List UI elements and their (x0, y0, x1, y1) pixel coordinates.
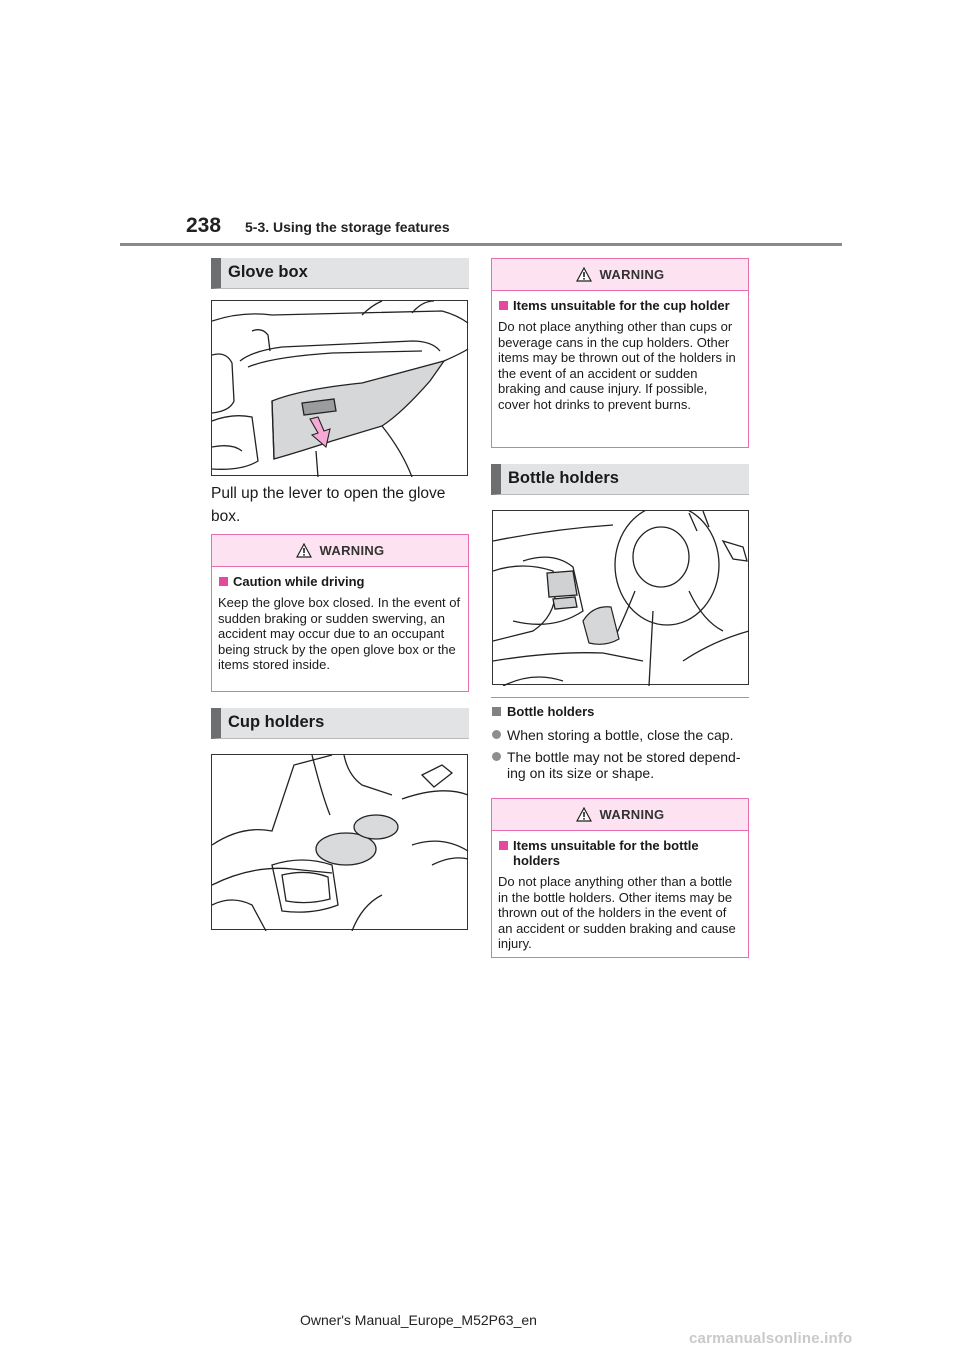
section-title: 5-3. Using the storage features (245, 219, 450, 235)
warning-triangle-icon (576, 807, 592, 822)
pink-square-icon (219, 577, 228, 586)
watermark: carmanualsonline.info (689, 1330, 853, 1347)
glove-box-warning (211, 534, 469, 692)
cup-holder-warning (491, 258, 749, 448)
glove-box-caption: Pull up the lever to open the glove box. (211, 485, 446, 525)
bullet-item: The bottle may not be stored depend-ing on its size or shape. (491, 749, 749, 781)
warning-subtitle: Items unsuitable for the cup holder (498, 298, 742, 313)
header-rule (120, 243, 842, 246)
warning-header (212, 535, 468, 567)
cup-holders-illustration (212, 755, 469, 931)
bottle-notes-title: Bottle holders (491, 704, 594, 719)
notes-divider (491, 697, 749, 698)
warning-header (492, 259, 748, 291)
bottle-holders-figure (492, 510, 749, 685)
warning-triangle-icon (296, 543, 312, 558)
warning-text: Do not place anything other than a bottle in the bottle holders. Other items may be thrown out of the holders in the event of an accident or sudden braking and cause injury. (498, 874, 736, 951)
bottle-holders-heading: Bottle holders (491, 464, 749, 495)
warning-header (492, 799, 748, 831)
warning-label: WARNING (599, 807, 665, 822)
cup-holders-heading: Cup holders (211, 708, 469, 739)
pink-square-icon (499, 301, 508, 310)
bullet-item: When storing a bottle, close the cap. (491, 727, 749, 743)
warning-label: WARNING (599, 267, 665, 282)
warning-subtitle: Caution while driving (218, 574, 462, 589)
cup-holders-figure (211, 754, 468, 930)
pink-square-icon (499, 841, 508, 850)
footer-manual-id: Owner's Manual_Europe_M52P63_en (300, 1312, 537, 1328)
page-number: 238 (186, 214, 222, 237)
glove-box-figure (211, 300, 468, 476)
bullet-dot-icon (492, 730, 501, 739)
warning-subtitle: Items unsuitable for the bottle holders (498, 838, 742, 868)
warning-label: WARNING (319, 543, 385, 558)
warning-text: Keep the glove box closed. In the event of sudden braking or sudden swerving, an accident may occur due to an occupant being struck by the open glove box or the items stored inside. (218, 595, 461, 672)
bottle-holder-warning (491, 798, 749, 958)
bullet-dot-icon (492, 752, 501, 761)
gray-square-icon (492, 707, 501, 716)
warning-triangle-icon (576, 267, 592, 282)
warning-text: Do not place anything other than cups or beverage cans in the cup holders. Other items may be thrown out of the holders in the event of an accident or sudden braking and cause injury. If possible, cover hot drinks to prevent burns. (498, 319, 736, 412)
glove-box-illustration (212, 301, 469, 477)
glove-box-heading: Glove box (211, 258, 469, 289)
bottle-holders-illustration (493, 511, 750, 686)
